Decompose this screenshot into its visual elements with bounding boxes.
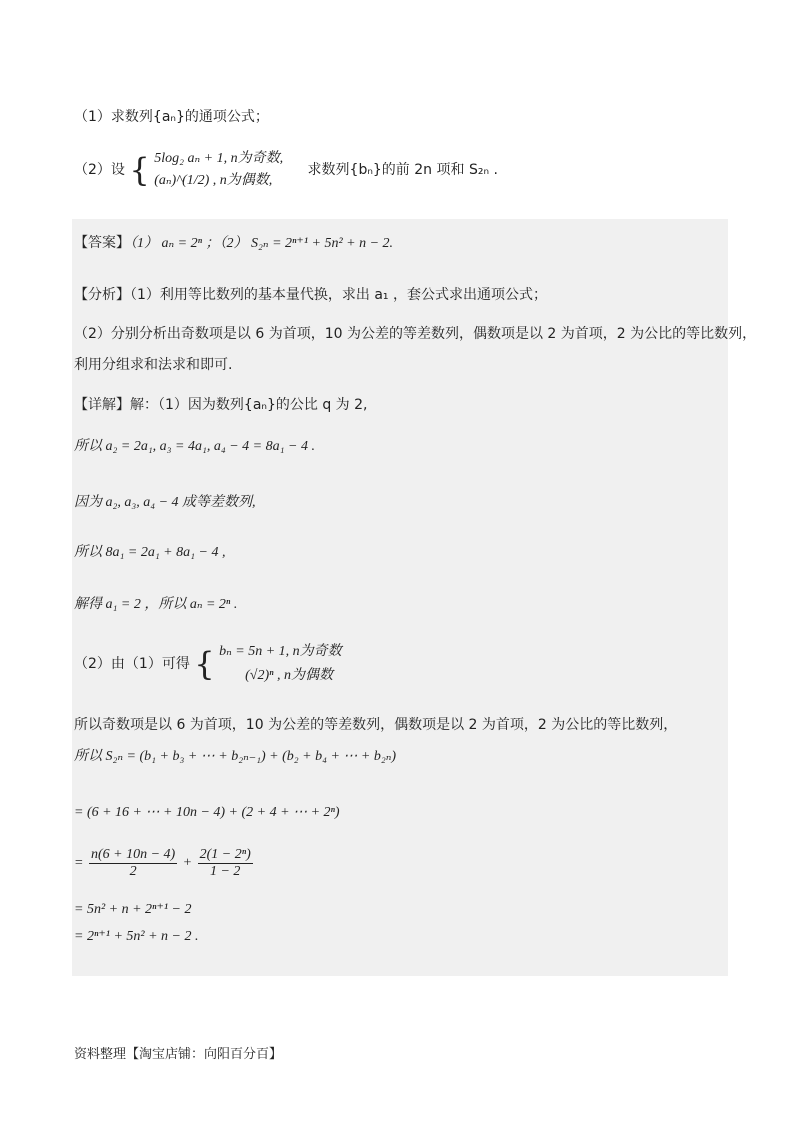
- detail-line-2: 所以 a₂ = 2a₁, a₃ = 4a₁, a₄ − 4 = 8a₁ − 4 .: [74, 439, 315, 454]
- detail-case-odd: bₙ = 5n + 1, n为奇数: [219, 644, 342, 659]
- detail-line-5: 解得 a₁ = 2 ，所以 aₙ = 2ⁿ .: [74, 597, 238, 612]
- detail-line-1: [74, 398, 367, 412]
- analysis-line-3: 利用分组求和法求和即可.: [74, 357, 233, 373]
- detail-l6-prefix: （2）由（1）可得: [74, 656, 190, 672]
- fraction-1-denominator: 2: [129, 864, 137, 879]
- detail-text-1: 解：（1）因为数列{aₙ}的公比 q 为 2,: [130, 397, 368, 413]
- q2-case-odd: 5log₂ aₙ + 1, n为奇数,: [154, 151, 284, 166]
- detail-line-4: 所以 8a₁ = 2a₁ + 8a₁ − 4 ,: [74, 545, 226, 560]
- detail-line-11: = 5n² + n + 2ⁿ⁺¹ − 2: [74, 902, 192, 917]
- left-brace-icon: {: [129, 151, 150, 189]
- fraction-1-numerator: n(6 + 10n − 4): [90, 847, 176, 862]
- fraction-2-numerator: 2(1 − 2ⁿ): [199, 847, 251, 862]
- answer-text: （1） aₙ = 2ⁿ ；（2） S₂ₙ = 2ⁿ⁺¹ + 5n² + n − 2.: [130, 236, 394, 251]
- answer-line: [74, 236, 393, 251]
- detail-line-3: 因为 a₂, a₃, a₄ − 4 成等差数列,: [74, 495, 256, 510]
- fraction-1: [89, 848, 177, 879]
- left-brace-icon: {: [194, 645, 215, 683]
- q2-suffix: 求数列{bₙ}的前 2n 项和 S₂ₙ .: [307, 162, 498, 178]
- analysis-text-1: （1）利用等比数列的基本量代换，求出 a₁ ，套公式求出通项公式；: [130, 287, 547, 303]
- analysis-label: 【分析】: [74, 287, 130, 303]
- equals-sign: =: [74, 855, 84, 871]
- detail-line-9: = (6 + 16 + ⋯ + 10n − 4) + (2 + 4 + ⋯ + 2ⁿ): [74, 805, 340, 820]
- fraction-2-denominator: 1 − 2: [209, 864, 241, 879]
- detail-label: 【详解】: [74, 397, 130, 413]
- plus-sign: +: [182, 855, 193, 871]
- analysis-line-2: （2）分别分析出奇数项是以 6 为首项，10 为公差的等差数列，偶数项是以 2 为首项，2 为公比的等比数列，: [74, 326, 757, 342]
- detail-line-7: 所以奇数项是以 6 为首项，10 为公差的等差数列，偶数项是以 2 为首项，2 为公比的等比数列，: [74, 717, 678, 733]
- detail-case-even: (√2)ⁿ , n为偶数: [245, 668, 334, 683]
- answer-label: 【答案】: [74, 235, 130, 251]
- analysis-line-1: [74, 288, 547, 302]
- fraction-2: [198, 848, 253, 879]
- question-part-2: [74, 148, 498, 192]
- detail-line-6: [74, 640, 342, 688]
- q2-prefix: （2）设: [74, 162, 125, 178]
- q2-case-even: (aₙ)^(1/2) , n为偶数,: [154, 173, 273, 188]
- detail-line-8: 所以 S₂ₙ = (b₁ + b₃ + ⋯ + b₂ₙ₋₁) + (b₂ + b₄ + ⋯ + b₂ₙ): [74, 749, 397, 764]
- question-part-1: （1）求数列{aₙ}的通项公式；: [74, 109, 269, 125]
- footer-source: 资料整理【淘宝店铺：向阳百分百】: [74, 1047, 283, 1062]
- detail-line-12: = 2ⁿ⁺¹ + 5n² + n − 2 .: [74, 929, 199, 944]
- detail-line-10: [74, 848, 255, 879]
